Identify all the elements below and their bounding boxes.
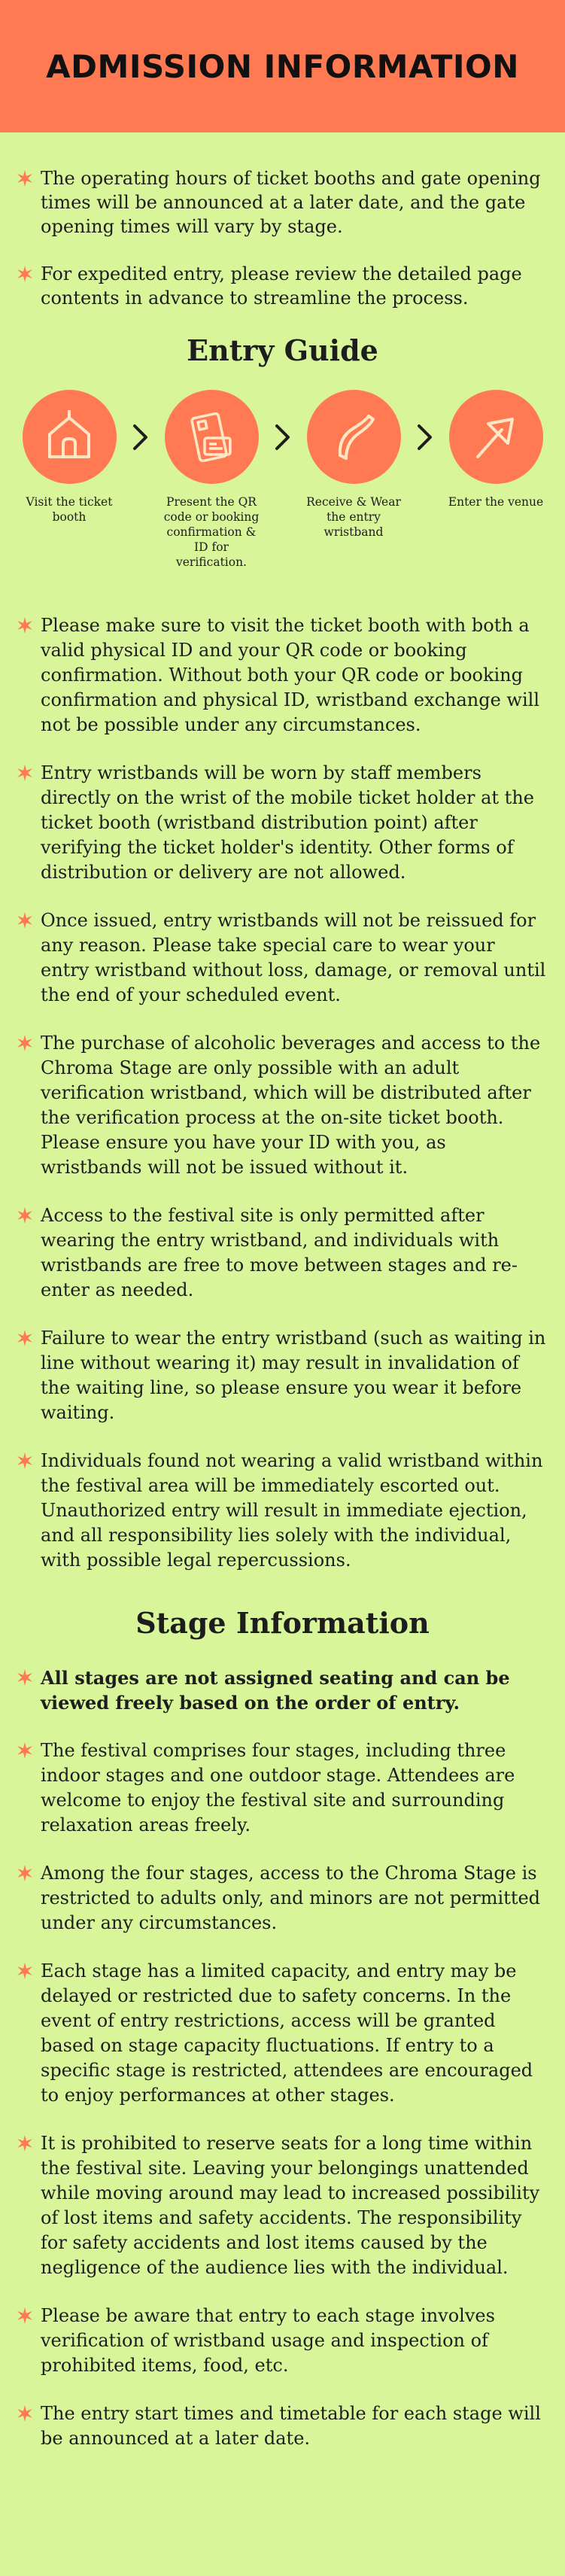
list-item: [17, 1665, 547, 1715]
list-item-text: Access to the festival site is only permitted after wearing the entry wristband, and individuals with wristbands are free to move between stages and re-enter as needed.: [41, 1205, 518, 1300]
entry-steps: [0, 390, 565, 570]
bullet-star-icon: [17, 1452, 33, 1469]
bullet-star-icon: [17, 1207, 33, 1224]
list-item-text: For expedited entry, please review the detailed page contents in advance to streamline the process.: [41, 263, 522, 309]
step-caption: Receive & Wear the entry wristband: [306, 495, 401, 539]
ticket-booth-icon: [39, 407, 99, 467]
qr-phone-icon: [179, 405, 244, 470]
bullet-star-icon: [17, 617, 33, 634]
list-item-text: Among the four stages, access to the Chroma Stage is restricted to adults only, and minors are not permitted under any circumstances.: [41, 1863, 541, 1933]
stage-info-title: Stage Information: [135, 1606, 430, 1640]
bullet-star-icon: [17, 1963, 33, 1979]
intro-list: [0, 132, 565, 310]
stage-notes-list: [0, 1665, 565, 2451]
bullet-star-icon: [17, 2405, 33, 2422]
list-item-text: It is prohibited to reserve seats for a long time within the festival site. Leaving your belongings unattended while moving around may lead to increased possibility of lost items and safety accidents. The responsibility for safety accidents and lost items caused by the negligence of the audience lies with the individual.: [41, 2133, 540, 2278]
step-visit-booth: [17, 390, 122, 525]
chevron-right-icon: [412, 390, 438, 484]
step-circle: [307, 390, 401, 484]
list-item-text: The operating hours of ticket booths and gate opening times will be announced at a later date, and the gate opening times will vary by stage.: [41, 168, 541, 237]
bullet-star-icon: [17, 2135, 33, 2152]
list-item-text: Please be aware that entry to each stage involves verification of wristband usage and inspection of prohibited items, food, etc.: [41, 2305, 495, 2376]
step-circle: [449, 390, 543, 484]
bullet-star-icon: [17, 2307, 33, 2324]
step-enter-venue: [443, 390, 548, 509]
arrow-enter-icon: [466, 407, 526, 467]
step-present-qr: [159, 390, 264, 570]
bullet-star-icon: [17, 1742, 33, 1759]
list-item-text: The entry start times and timetable for each stage will be announced at a later date.: [41, 2403, 541, 2449]
bullet-star-icon: [17, 1035, 33, 1051]
list-item: [17, 1861, 547, 1936]
list-item: [17, 2401, 547, 2451]
bullet-star-icon: [17, 170, 33, 187]
step-caption: Present the QR code or booking confirmation & ID for verification.: [163, 495, 260, 569]
list-item: [17, 2304, 547, 2378]
list-item: [17, 1959, 547, 2108]
step-caption: Enter the venue: [448, 495, 544, 509]
bullet-star-icon: [17, 765, 33, 781]
list-item: [17, 166, 547, 239]
list-item: [17, 1449, 547, 1573]
list-item: [17, 761, 547, 885]
bullet-star-icon: [17, 912, 33, 929]
list-item: [17, 262, 547, 310]
list-item: [17, 908, 547, 1008]
page-title: ADMISSION INFORMATION: [46, 47, 519, 85]
step-circle: [23, 390, 117, 484]
header-banner: [0, 0, 565, 132]
bullet-star-icon: [17, 1669, 33, 1686]
list-item-text: The purchase of alcoholic beverages and access to the Chroma Stage are only possible with an adult verification wristband, which will be distributed after the verification process at the on-site ticket booth. Please ensure you have your ID with you, as wristbands will not be issued without it.: [41, 1033, 541, 1178]
bullet-star-icon: [17, 1330, 33, 1346]
step-receive-wristband: [301, 390, 406, 540]
step-circle: [165, 390, 259, 484]
list-item-text: All stages are not assigned seating and can be viewed freely based on the order of entry.: [41, 1667, 510, 1714]
chevron-right-icon: [128, 390, 153, 484]
list-item: [17, 2131, 547, 2280]
list-item-text: Once issued, entry wristbands will not be reissued for any reason. Please take special care to wear your entry wristband without loss, damage, or removal until the end of your scheduled event.: [41, 910, 546, 1005]
list-item: [17, 1738, 547, 1838]
list-item: [17, 1326, 547, 1425]
list-item-text: Each stage has a limited capacity, and entry may be delayed or restricted due to safety concerns. In the event of entry restrictions, access will be granted based on stage capacity fluctuations. If entry to a specific stage is restricted, attendees are encouraged to enjoy performances at other stages.: [41, 1960, 533, 2106]
bullet-star-icon: [17, 1865, 33, 1881]
list-item-text: Individuals found not wearing a valid wristband within the festival area will be immediately escorted out. Unauthorized entry will result in immediate ejection, and all responsibility lies solely with the individual, with possible legal repercussions.: [41, 1450, 543, 1571]
list-item-text: Entry wristbands will be worn by staff members directly on the wrist of the mobile ticket holder at the ticket booth (wristband distribution point) after verifying the ticket holder's identity. Other forms of distribution or delivery are not allowed.: [41, 762, 534, 883]
bullet-star-icon: [17, 266, 33, 282]
list-item: [17, 1203, 547, 1303]
chevron-right-icon: [270, 390, 296, 484]
list-item: [17, 613, 547, 738]
list-item-text: Failure to wear the entry wristband (such as waiting in line without wearing it) may result in invalidation of the waiting line, so please ensure you wear it before waiting.: [41, 1328, 546, 1423]
list-item-text: The festival comprises four stages, including three indoor stages and one outdoor stage. Attendees are welcome to enjoy the festival site and surrounding relaxation areas freely.: [41, 1740, 515, 1835]
wristband-icon: [324, 407, 384, 467]
list-item-text: Please make sure to visit the ticket booth with both a valid physical ID and your QR code or booking confirmation. Without both your QR code or booking confirmation and physical ID, wristband exchange will not be possible under any circumstances.: [41, 615, 539, 735]
list-item: [17, 1031, 547, 1180]
entry-guide-title: Entry Guide: [187, 333, 378, 367]
entry-notes-list: [0, 613, 565, 1573]
step-caption: Visit the ticket booth: [26, 495, 113, 524]
